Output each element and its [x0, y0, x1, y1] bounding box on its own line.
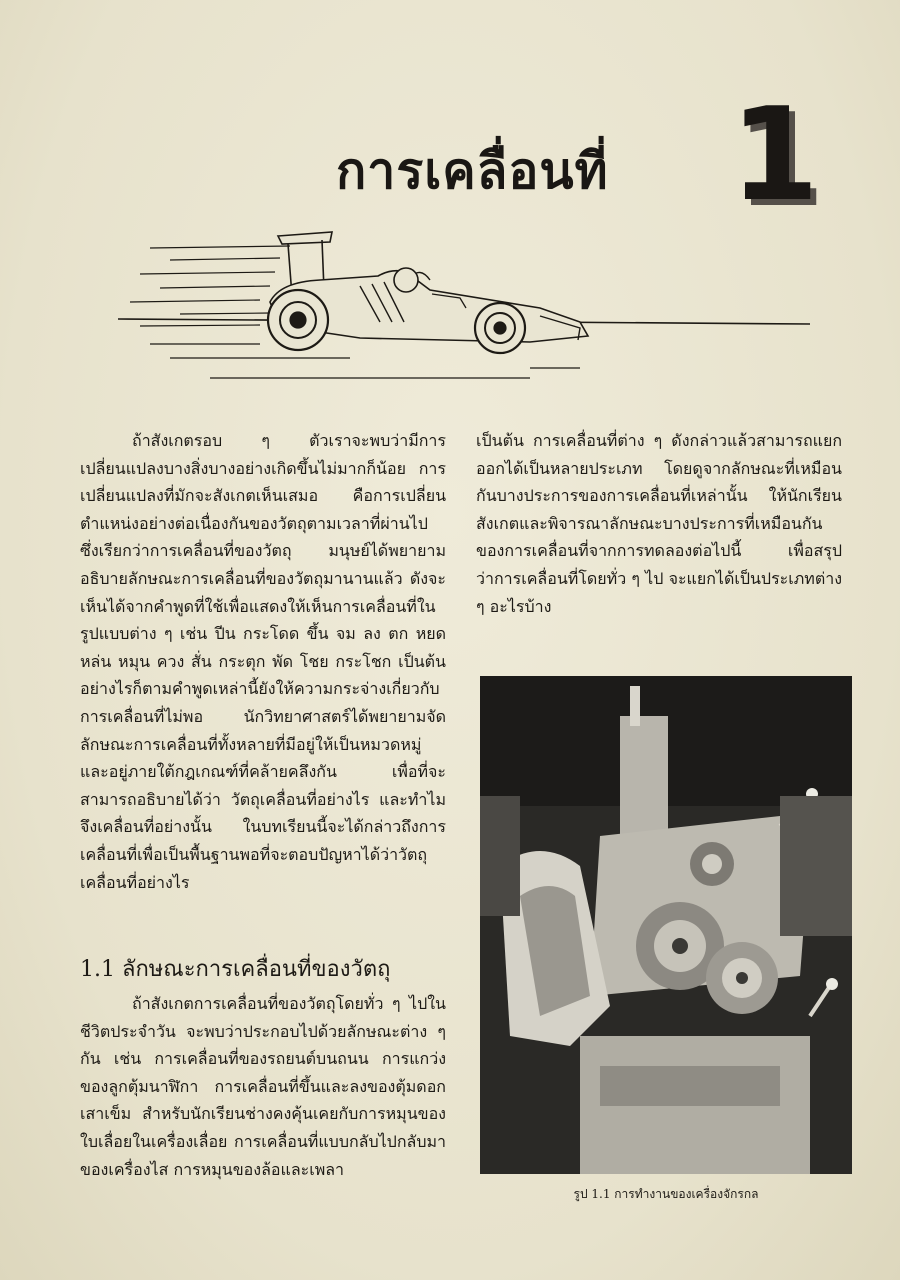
section-heading: 1.1 ลักษณะการเคลื่อนที่ของวัตถุ	[80, 957, 391, 982]
chapter-title: การเคลื่อนที่	[336, 142, 609, 200]
intro-paragraph-left	[80, 427, 446, 896]
race-car-illustration	[110, 218, 820, 398]
chapter-number: 1	[730, 81, 820, 230]
intro-left-text: ถ้าสังเกตรอบ ๆ ตัวเราจะพบว่ามีการเปลี่ยนแปลงบางสิ่งบางอย่างเกิดขึ้นไม่มากก็น้อย การเปลี่ยนแปลงที่มักจะสังเกตเห็นเสมอ คือการเปลี่ยนตำแหน่งอย่างต่อเนื่องกันของวัตถุตามเวลาที่ผ่านไปซึ่งเรียกว่าการเคลื่อนที่ของวัตถุ มนุษย์ได้พยายามอธิบายลักษณะการเคลื่อนที่ของวัตถุมานานแล้ว ดังจะเห็นได้จากคำพูดที่ใช้เพื่อแสดงให้เห็นการเคลื่อนที่ในรูปแบบต่าง ๆ เช่น ปีน กระโดด ขึ้น จม ลง ตก หยด หล่น หมุน ควง สั่น กระตุก พัด โชย กระโชก เป็นต้น อย่างไรก็ตามคำพูดเหล่านี้ยังให้ความกระจ่างเกี่ยวกับการเคลื่อนที่ไม่พอ นักวิทยาศาสตร์ได้พยายามจัดลักษณะการเคลื่อนที่ทั้งหลายที่มีอยู่ให้เป็นหมวดหมู่และอยู่ภายใต้กฎเกณฑ์ที่คล้ายคลึงกัน เพื่อที่จะสามารถอธิบายได้ว่า วัตถุเคลื่อนที่อย่างไร และทำไมจึงเคลื่อนที่อย่างนั้น ในบทเรียนนี้จะได้กล่าวถึงการเคลื่อนที่เพื่อเป็นพื้นฐานพอที่จะตอบปัญหาได้ว่าวัตถุเคลื่อนที่อย่างไร	[80, 431, 446, 892]
figure-caption: รูป 1.1 การทำงานของเครื่องจักรกล	[573, 1187, 759, 1201]
intro-paragraph-right	[476, 427, 842, 620]
section-paragraph-text: ถ้าสังเกตการเคลื่อนที่ของวัตถุโดยทั่ว ๆ ไปในชีวิตประจำวัน จะพบว่าประกอบไปด้วยลักษณะต่าง ๆ กัน เช่น การเคลื่อนที่ของรถยนต์บนถนน การแกว่งของลูกตุ้มนาฬิกา การเคลื่อนที่ขึ้นและลงของตุ้มดอกเสาเข็ม สำหรับนักเรียนช่างคงคุ้นเคยกับการหมุนของใบเลื่อยในเครื่องเลื่อย การเคลื่อนที่แบบกลับไปกลับมาของเครื่องไส การหมุนของล้อและเพลา	[80, 994, 446, 1179]
machine-photo	[480, 676, 852, 1174]
section-paragraph	[80, 990, 446, 1183]
intro-right-text: เป็นต้น การเคลื่อนที่ต่าง ๆ ดังกล่าวแล้วสามารถแยกออกได้เป็นหลายประเภท โดยดูจากลักษณะที่เหมือนกันบางประการของการเคลื่อนที่เหล่านั้น ให้นักเรียนสังเกตและพิจารณาลักษณะบางประการที่เหมือนกันของการเคลื่อนที่จากการทดลองต่อไปนี้ เพื่อสรุปว่าการเคลื่อนที่โดยทั่ว ๆ ไป จะแยกได้เป็นประเภทต่าง ๆ อะไรบ้าง	[476, 431, 842, 616]
